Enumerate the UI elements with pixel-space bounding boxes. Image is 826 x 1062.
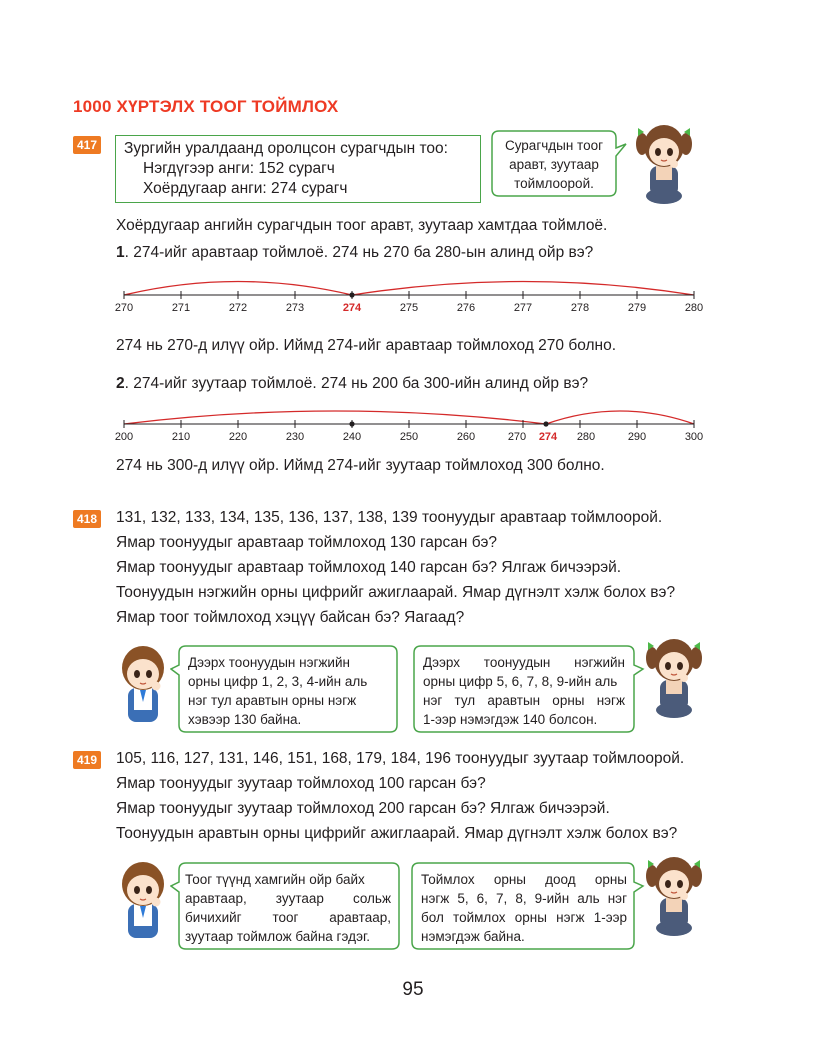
girl-character-illustration — [644, 842, 704, 936]
text-line-418: 131, 132, 133, 134, 135, 136, 137, 138, 139 тоонуудыг аравтаар тоймлоорой. — [116, 509, 663, 526]
speech-bubble-419-right — [411, 862, 645, 952]
tick-label-200: 200 — [114, 431, 134, 443]
text-line-418: Ямар тоонуудыг аравтаар тоймлоход 140 гарсан бэ? Ялгаж бичээрэй. — [116, 559, 622, 576]
tick-label-280: 280 — [684, 302, 704, 314]
tick-label-276: 276 — [456, 302, 476, 314]
girl-character-illustration — [644, 624, 704, 718]
speech-bubble-417 — [490, 130, 628, 198]
tick-label-277: 277 — [513, 302, 533, 314]
tick-label-240: 240 — [342, 431, 362, 443]
bubble-line: 1-ээр нэмэгдэж 140 болсон. — [423, 712, 598, 727]
boy-character-illustration — [114, 636, 172, 726]
bubble-line: аравт, зуутаар — [509, 157, 599, 172]
bubble-line: аравтаар, зуутаар сольж — [185, 891, 391, 906]
question-number: 2 — [116, 375, 125, 392]
question-text: . 274-ийг зуутаар тоймлоё. 274 нь 200 ба 300-ийн алинд ойр вэ? — [124, 375, 589, 392]
page-title: 1000 ХҮРТЭЛХ ТООГ ТОЙМЛОХ — [73, 97, 339, 116]
info-box-line: Хоёрдугаар анги: 274 сурагч — [143, 180, 348, 197]
tick-label-270: 270 — [114, 302, 134, 314]
bubble-line: Дээрх тоонуудын нэгжийн — [423, 655, 625, 670]
question-1-417 — [116, 244, 593, 262]
tick-label-280: 280 — [576, 431, 596, 443]
tick-label-275: 275 — [399, 302, 419, 314]
question-number: 1 — [116, 244, 125, 261]
page-number: 95 — [402, 979, 424, 1000]
speech-bubble-418-right — [413, 645, 645, 735]
tick-label-250: 250 — [399, 431, 419, 443]
answer-1-417: 274 нь 270-д илүү ойр. Иймд 274-ийг аравтаар тоймлоход 270 болно. — [116, 337, 617, 354]
bubble-line: нэг тул аравтын орны нэгж — [423, 693, 625, 708]
text-line-419: 105, 116, 127, 131, 146, 151, 168, 179, 184, 196 тоонуудыг зуутаар тоймлоорой. — [116, 750, 685, 767]
info-box-line: Зургийн уралдаанд оролцсон сурагчдын тоо: — [124, 140, 448, 157]
problem-badge-418: 418 — [73, 510, 101, 528]
tick-label-290: 290 — [627, 431, 647, 443]
boy-character-illustration — [114, 852, 172, 942]
text-line-418: Ямар тоог тоймлоход хэцүү байсан бэ? Яагаад? — [116, 609, 465, 626]
problem-badge-419: 419 — [73, 751, 101, 769]
number-line-hundreds — [110, 404, 710, 450]
bubble-line: Тоог түүнд хамгийн ойр байх — [185, 872, 365, 887]
tick-label-272: 272 — [228, 302, 248, 314]
info-box-417 — [115, 135, 481, 203]
jump-arc-left — [124, 411, 546, 424]
tick-label-270: 270 — [507, 431, 527, 443]
text-line-419: Тоонуудын аравтын орны цифрийг ажиглаарай. Ямар дүгнэлт хэлж болох вэ? — [116, 825, 678, 842]
bubble-line: нэгж 5, 6, 7, 8, 9-ийн аль нэг — [421, 891, 627, 906]
tick-label-271: 271 — [171, 302, 191, 314]
number-line-tens — [110, 274, 710, 320]
point-274 — [349, 292, 354, 297]
bubble-line: бол тоймлох орны нэгж 1-ээр — [421, 910, 627, 925]
problem-badge-417: 417 — [73, 136, 101, 154]
question-text: . 274-ийг аравтаар тоймлоё. 274 нь 270 ба 280-ын алинд ойр вэ? — [124, 244, 594, 261]
bubble-line: Дээрх тоонуудын нэгжийн — [188, 655, 350, 670]
question-2-417 — [116, 375, 588, 393]
bubble-line: Тоймлох орны доод орны — [421, 872, 627, 887]
speech-bubble-419-left — [170, 862, 402, 952]
bubble-line: нэг тул аравтын орны нэгж — [188, 693, 357, 708]
tick-label-274: 274 — [538, 431, 558, 443]
tick-label-279: 279 — [627, 302, 647, 314]
bubble-line: зуутаар тоймлож байна гэдэг. — [185, 929, 371, 944]
text-line-419: Ямар тоонуудыг зуутаар тоймлоход 200 гарсан бэ? Ялгаж бичээрэй. — [116, 800, 610, 817]
tick-label-273: 273 — [285, 302, 305, 314]
tick-label-300: 300 — [684, 431, 704, 443]
tick-label-210: 210 — [171, 431, 191, 443]
text-line-418: Тоонуудын нэгжийн орны цифрийг ажиглаарай. Ямар дүгнэлт хэлж болох вэ? — [116, 584, 676, 601]
bubble-line: хэвээр 130 байна. — [188, 712, 302, 727]
text-line-419: Ямар тоонуудыг зуутаар тоймлоход 100 гарсан бэ? — [116, 775, 486, 792]
bubble-line: орны цифр 1, 2, 3, 4-ийн аль — [188, 674, 368, 689]
point-274 — [543, 421, 548, 426]
answer-2-417: 274 нь 300-д илүү ойр. Иймд 274-ийг зуутаар тоймлоход 300 болно. — [116, 457, 605, 474]
bubble-line: тоймлоорой. — [514, 176, 594, 191]
text-line-418: Ямар тоонуудыг аравтаар тоймлоход 130 гарсан бэ? — [116, 534, 498, 551]
girl-character-illustration — [634, 110, 694, 204]
bubble-line: нэмэгдэж байна. — [421, 929, 525, 944]
info-box-line: Нэгдүгээр анги: 152 сурагч — [143, 160, 335, 177]
tick-label-278: 278 — [570, 302, 590, 314]
tick-label-220: 220 — [228, 431, 248, 443]
bubble-line: Сурагчдын тоог — [504, 138, 604, 153]
bubble-line: бичихийг тоог аравтаар, — [185, 910, 391, 925]
tick-label-260: 260 — [456, 431, 476, 443]
tick-label-274: 274 — [342, 302, 362, 314]
point-240 — [349, 421, 354, 426]
jump-arc-right — [546, 411, 694, 424]
intro-text-417: Хоёрдугаар ангийн сурагчдын тоог аравт, зуутаар хамтдаа тоймлоё. — [116, 217, 608, 234]
bubble-line: орны цифр 5, 6, 7, 8, 9-ийн аль — [423, 674, 618, 689]
tick-label-230: 230 — [285, 431, 305, 443]
speech-bubble-418-left — [170, 645, 400, 735]
